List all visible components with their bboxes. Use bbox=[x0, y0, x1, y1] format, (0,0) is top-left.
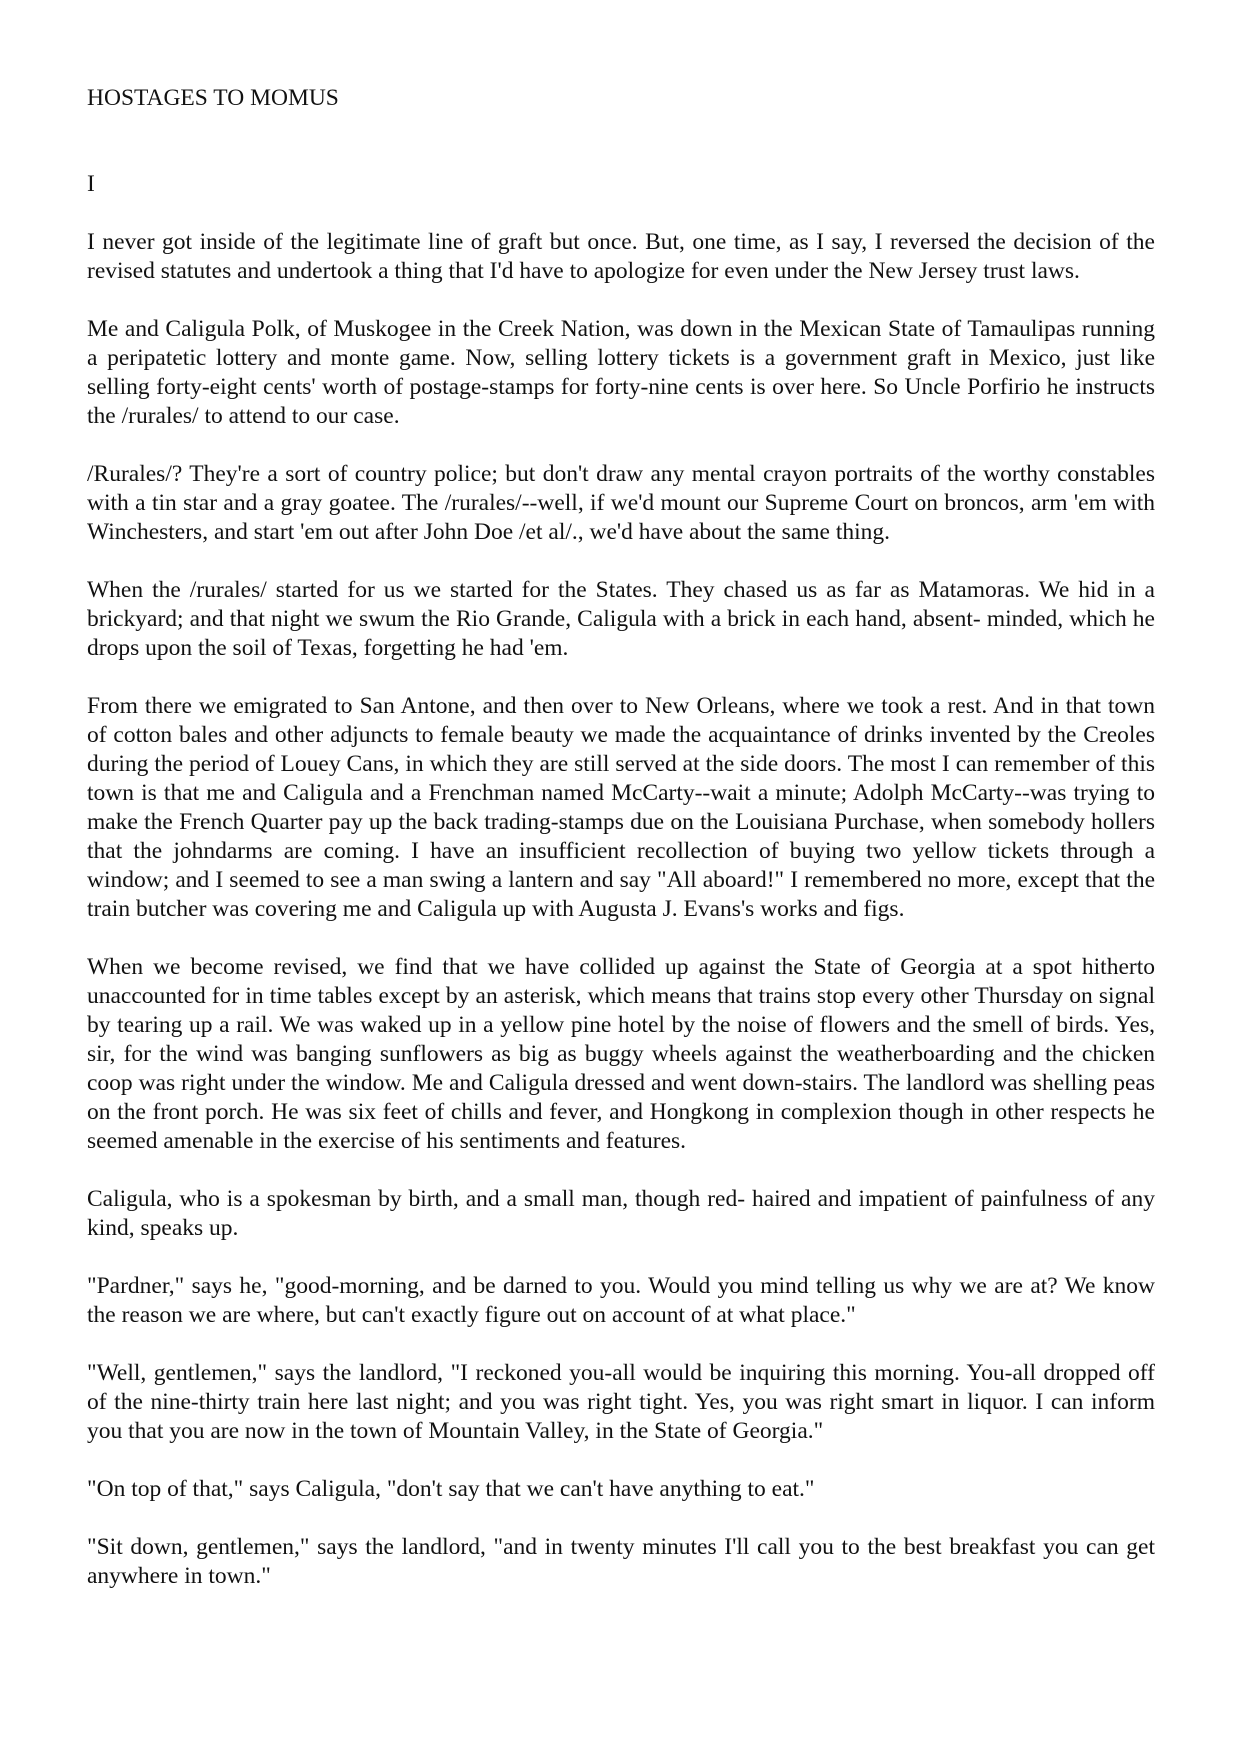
paragraph-10: "On top of that," says Caligula, "don't say that we can't have anything to eat." bbox=[87, 1476, 815, 1502]
document-title: HOSTAGES TO MOMUS bbox=[87, 85, 339, 111]
chapter-heading: I bbox=[87, 171, 95, 197]
paragraph-5: From there we emigrated to San Antone, and then over to New Orleans, where we took a rest. And in that town of cotton bales and other adjuncts to female beauty we made the acquaintance of drinks invented by the Creoles during the period of Louey Cans, in which they are still served at the side doors. The most I can remember of this town is that me and Caligula and a Frenchman named McCarty--wait a minute; Adolph McCarty--was trying to make the French Quarter pay up the back trading-stamps due on the Louisiana Purchase, when somebody hollers that the johndarms are coming. I have an insufficient recollection of buying two yellow tickets through a window; and I seemed to see a man swing a lantern and say "All aboard!" I remembered no more, except that the train butcher was covering me and Caligula up with Augusta J. Evans's works and figs. bbox=[87, 693, 1155, 922]
paragraph-8: "Pardner," says he, "good-morning, and be darned to you. Would you mind telling us why we are at? We know the reason we are where, but can't exactly figure out on account of at what place." bbox=[87, 1273, 1155, 1328]
paragraph-9: "Well, gentlemen," says the landlord, "I reckoned you-all would be inquiring this morning. You-all dropped off of the nine-thirty train here last night; and you was right tight. Yes, you was right smart in liquor. I can inform you that you are now in the town of Mountain Valley, in the State of Georgia." bbox=[87, 1360, 1155, 1444]
paragraph-2: Me and Caligula Polk, of Muskogee in the Creek Nation, was down in the Mexican State of Tamaulipas running a peripatetic lottery and monte game. Now, selling lottery tickets is a government graft in Mexico, just like selling forty-eight cents' worth of postage-stamps for forty-nine cents is over here. So Uncle Porfirio he instructs the /rurales/ to attend to our case. bbox=[87, 316, 1155, 429]
paragraph-3: /Rurales/? They're a sort of country police; but don't draw any mental crayon portraits of the worthy constables with a tin star and a gray goatee. The /rurales/--well, if we'd mount our Supreme Court on broncos, arm 'em with Winchesters, and start 'em out after John Doe /et al/., we'd have about the same thing. bbox=[87, 461, 1155, 545]
paragraph-4: When the /rurales/ started for us we started for the States. They chased us as far as Matamoras. We hid in a brickyard; and that night we swum the Rio Grande, Caligula with a brick in each hand, absent- minded, which he drops upon the soil of Texas, forgetting he had 'em. bbox=[87, 577, 1155, 661]
paragraph-7: Caligula, who is a spokesman by birth, and a small man, though red- haired and impatient of painfulness of any kind, speaks up. bbox=[87, 1186, 1155, 1241]
paragraph-1: I never got inside of the legitimate line of graft but once. But, one time, as I say, I reversed the decision of the revised statutes and undertook a thing that I'd have to apologize for even under the New Jersey trust laws. bbox=[87, 229, 1155, 284]
paragraph-11: "Sit down, gentlemen," says the landlord, "and in twenty minutes I'll call you to the best breakfast you can get anywhere in town." bbox=[87, 1534, 1155, 1589]
document-page bbox=[87, 84, 1155, 1591]
paragraph-6: When we become revised, we find that we have collided up against the State of Georgia at a spot hitherto unaccounted for in time tables except by an asterisk, which means that trains stop every other Thursday on signal by tearing up a rail. We was waked up in a yellow pine hotel by the noise of flowers and the smell of birds. Yes, sir, for the wind was banging sunflowers as big as buggy wheels against the weatherboarding and the chicken coop was right under the window. Me and Caligula dressed and went down-stairs. The landlord was shelling peas on the front porch. He was six feet of chills and fever, and Hongkong in complexion though in other respects he seemed amenable in the exercise of his sentiments and features. bbox=[87, 954, 1155, 1154]
